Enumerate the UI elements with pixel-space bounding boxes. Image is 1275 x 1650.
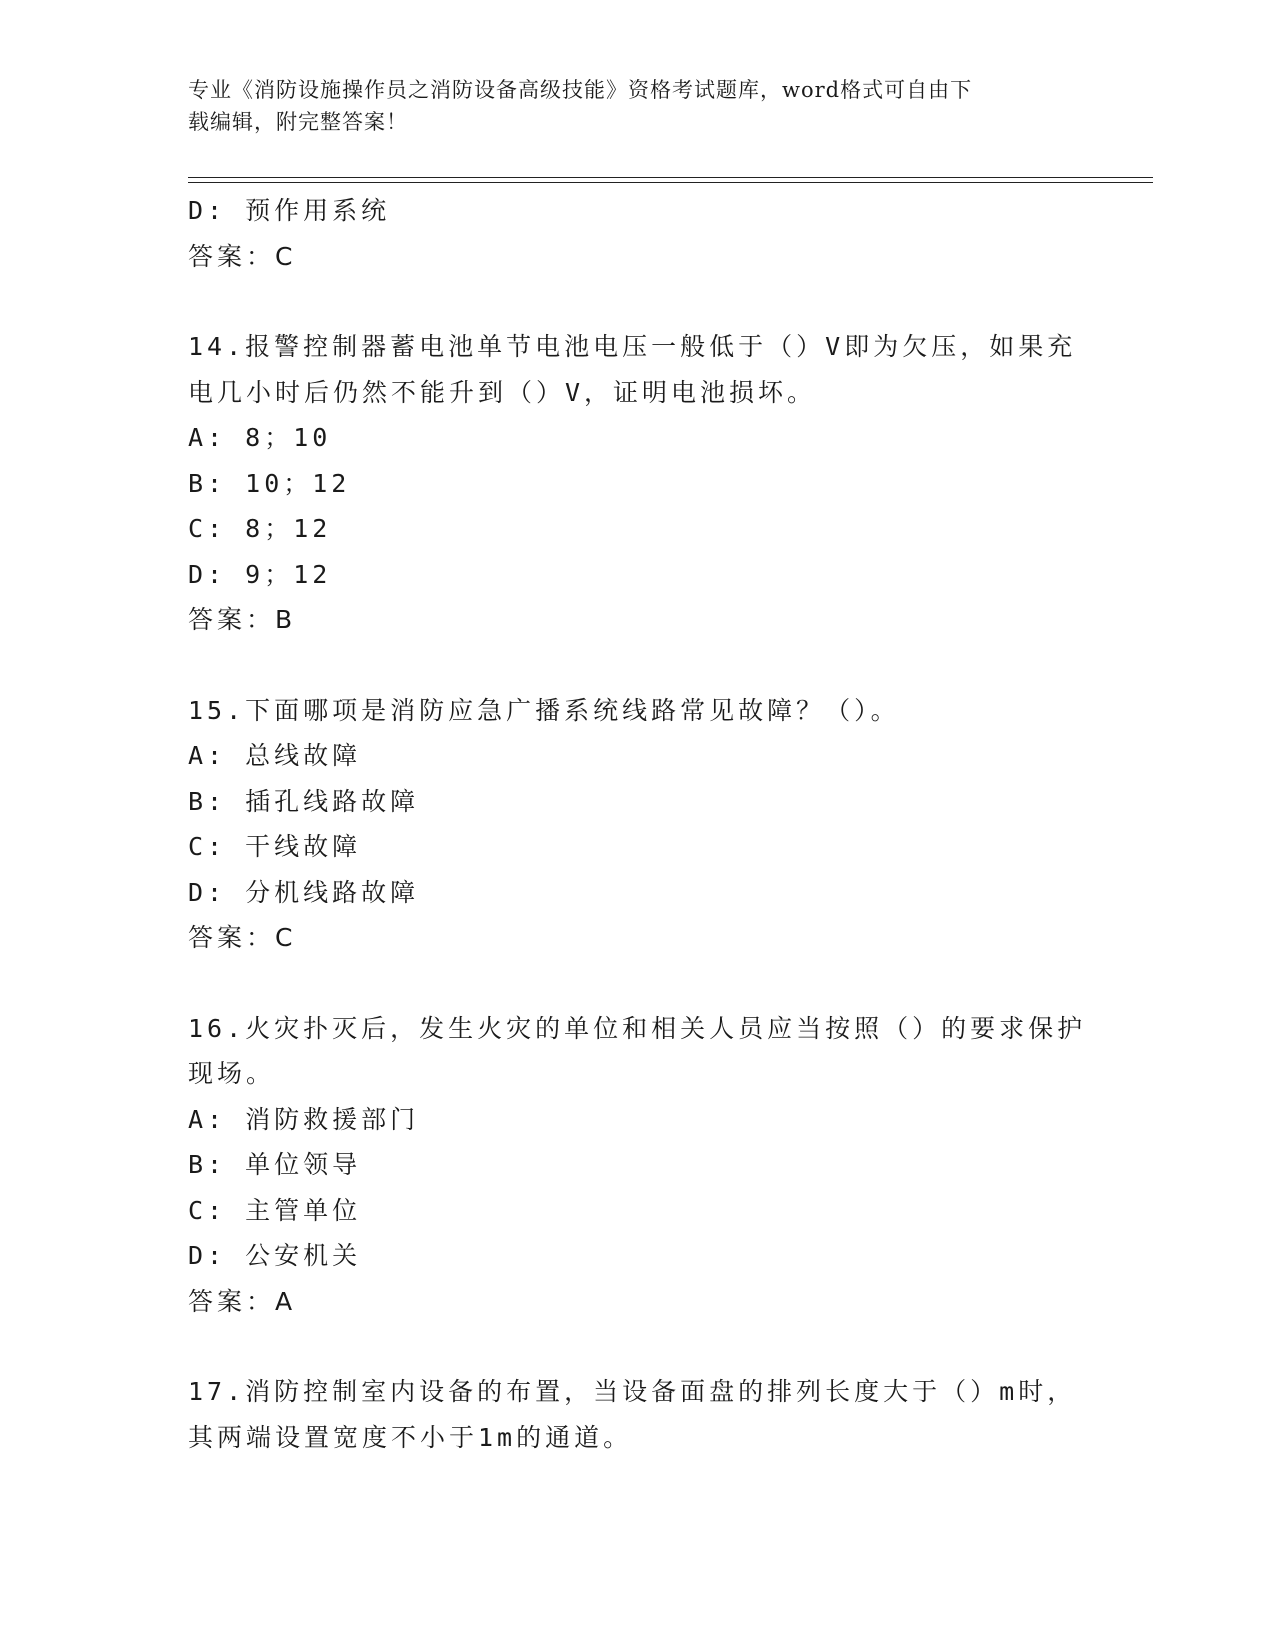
question-14 — [188, 324, 1088, 643]
option-b: B: 单位领导 — [188, 1150, 362, 1179]
option-d: D: 9；12 — [188, 559, 332, 589]
answer: 答案：C — [188, 923, 297, 952]
option-a: A: 消防救援部门 — [188, 1104, 420, 1134]
question-13-tail — [188, 188, 1088, 279]
option-c: C: 8；12 — [188, 514, 332, 543]
option-c: C: 干线故障 — [188, 832, 362, 861]
question-list — [188, 188, 1088, 1460]
question-17 — [188, 1369, 1088, 1460]
answer: 答案：A — [188, 1286, 297, 1316]
question-stem-cont: 现场。 — [188, 1059, 276, 1088]
question-stem-cont: 电几小时后仍然不能升到（）V，证明电池损坏。 — [188, 377, 817, 407]
spacer — [188, 1324, 1088, 1369]
spacer — [188, 279, 1088, 324]
question-stem: 16.火灾扑灭后，发生火灾的单位和相关人员应当按照（）的要求保护 — [188, 1013, 1087, 1043]
question-stem: 17.消防控制室内设备的布置，当设备面盘的排列长度大于（）m时， — [188, 1377, 1077, 1406]
header-line-1: 专业《消防设施操作员之消防设备高级技能》资格考试题库，word格式可自由下 — [188, 78, 973, 102]
spacer — [188, 961, 1088, 1006]
question-16 — [188, 1006, 1088, 1325]
spacer — [188, 643, 1088, 688]
option-b: B: 10；12 — [188, 468, 351, 498]
option-a: A: 总线故障 — [188, 741, 362, 770]
answer: 答案：B — [188, 605, 297, 634]
header-line-2: 载编辑，附完整答案！ — [188, 110, 408, 134]
option-d: D: 公安机关 — [188, 1241, 362, 1270]
option-d: D: 分机线路故障 — [188, 877, 420, 907]
answer: 答案：C — [188, 241, 297, 271]
header-divider-top — [188, 177, 1153, 178]
document-header — [188, 74, 1068, 138]
option-d: D: 预作用系统 — [188, 196, 391, 225]
header-divider-bottom — [188, 182, 1153, 183]
option-b: B: 插孔线路故障 — [188, 786, 420, 816]
question-stem-cont: 其两端设置宽度不小于1m的通道。 — [188, 1422, 633, 1452]
question-stem: 14.报警控制器蓄电池单节电池电压一般低于（）V即为欠压，如果充 — [188, 332, 1077, 361]
question-stem: 15.下面哪项是消防应急广播系统线路常见故障？（）。 — [188, 695, 900, 725]
option-a: A: 8；10 — [188, 423, 332, 452]
question-15 — [188, 688, 1088, 961]
option-c: C: 主管单位 — [188, 1195, 362, 1225]
